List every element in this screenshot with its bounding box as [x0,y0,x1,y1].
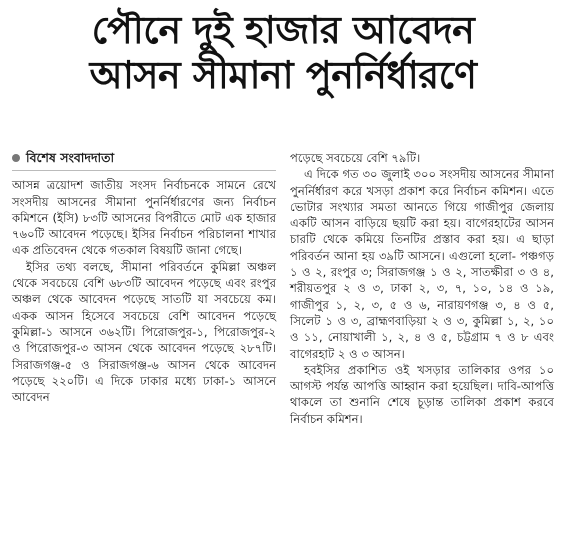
paragraph: আসন্ন ত্রয়োদশ জাতীয় সংসদ নির্বাচনকে সামনে রেখে সংসদীয় আসনের সীমানা পুনর্নির্ধারণের জন্য নির্বাচন কমিশনে (ইসি) ৮৩টি আসনের বিপরীতে মোট এক হাজার ৭৬০টি আবেদন পড়েছে। ইসির নির্বাচন পরিচালনা শাখার এক প্রতিবেদন থেকে গতকাল বিষয়টি জানা গেছে। [12,178,276,258]
headline-line-2: আসন সীমানা পুনর্নির্ধারণে [89,52,477,97]
paragraph: পড়েছে সবচেয়ে বেশি ৭৯টি। [290,151,421,165]
paragraph: এ দিকে গত ৩০ জুলাই ৩০০ সংসদীয় আসনের সীমানা পুনর্নির্ধারণ করে খসড়া প্রকাশ করে নির্বাচন কমিশন। এতে ভোটার সংখ্যার সমতা আনতে গিয়ে গাজীপুর জেলায় একটি আসন বাড়িয়ে ছয়টি করা হয়। বাগেরহাটের আসন চারটি থেকে কমিয়ে তিনটির প্রস্তাব করা হয়। এ ছাড়া পরিবর্তন আনা হয় ৩৯টি আসনে। এগুলো হলো- পঞ্চগড় ১ ও ২, রংপুর ৩; সিরাজগঞ্জ ১ ও ২, সাতক্ষীরা ৩ ও ৪, শরীয়তপুর ২ ও ৩, ঢাকা ২, ৩, ৭, ১০, ১৪ ও ১৯, গাজীপুর ১, ২, ৩, ৫ ও ৬, নারায়ণগঞ্জ ৩, ৪ ও ৫, সিলেট ১ ও ৩, ব্রাহ্মণবাড়িয়া ২ ও ৩, কুমিল্লা ১, ২, ১০ ও ১১, নোয়াখালী ১, ২, ৪ ও ৫, চট্টগ্রাম ৭ ও ৮ এবং বাগেরহাট ২ ও ৩ আসন। [290,167,554,361]
headline [12,8,554,98]
paragraph: হবইসির প্রকাশিত ওই খসড়ার তালিকার ওপর ১০ আগস্ট পর্যন্ত আপত্তি আহ্বান করা হয়েছিল। দাবি-আপত্তি থাকলে তা শুনানি শেষে চূড়ান্ত তালিকা প্রকাশ করবে নির্বাচন কমিশন। [290,362,554,426]
left-column [12,150,276,427]
byline [12,150,276,166]
byline-divider [12,170,276,171]
headline-line-1: পৌনে দুই হাজার আবেদন [91,8,475,52]
bullet-icon [12,154,20,162]
article-columns [12,150,554,427]
byline-text: বিশেষ সংবাদদাতা [26,150,115,165]
paragraph: ইসির তথ্য বলছে, সীমানা পরিবর্তনে কুমিল্লা অঞ্চল থেকে সবচেয়ে বেশি ৬৮৩টি আবেদন পড়েছে এবং রংপুর অঞ্চল থেকে আবেদন পড়েছে সাতটি যা সবচেয়ে কম। একক আসন হিসেবে সবচেয়ে বেশি আবেদন পড়েছে কুমিল্লা-১ আসনে ৩৬২টি। পিরোজপুর-১, পিরোজপুর-২ ও পিরোজপুর-৩ আসন থেকে আবেদন পড়েছে ২৮৭টি। সিরাজগঞ্জ-৫ ও সিরাজগঞ্জ-৬ আসন থেকে আবেদন পড়েছে ২২০টি। এ দিকে ঢাকার মধ্যে ঢাকা-১ আসনে আবেদন [12,259,276,405]
right-column [290,150,554,427]
